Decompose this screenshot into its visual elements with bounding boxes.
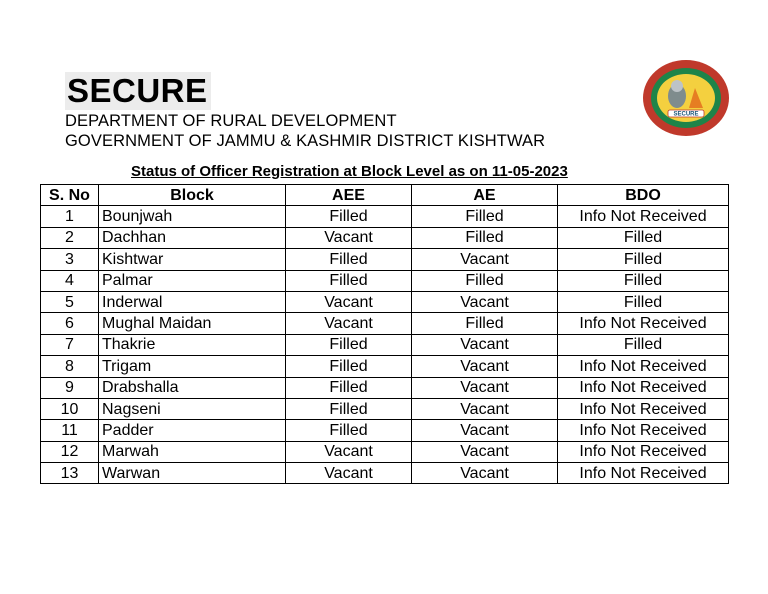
cell-sno: 12 [41, 441, 99, 462]
table-row [41, 356, 729, 377]
cell-aee: Filled [286, 249, 412, 270]
column-header-sno: S. No [41, 185, 99, 206]
cell-ae: Filled [412, 313, 558, 334]
officer-registration-table [40, 184, 729, 484]
department-name: DEPARTMENT OF RURAL DEVELOPMENT [65, 112, 397, 130]
table-body [41, 206, 729, 484]
cell-block: Kishtwar [99, 249, 286, 270]
cell-aee: Vacant [286, 227, 412, 248]
brand-title: SECURE [65, 72, 211, 110]
cell-sno: 10 [41, 398, 99, 419]
cell-block: Padder [99, 420, 286, 441]
cell-bdo: Info Not Received [558, 463, 729, 484]
cell-aee: Filled [286, 206, 412, 227]
cell-ae: Vacant [412, 356, 558, 377]
cell-sno: 13 [41, 463, 99, 484]
cell-bdo: Info Not Received [558, 441, 729, 462]
cell-sno: 4 [41, 270, 99, 291]
cell-bdo: Info Not Received [558, 377, 729, 398]
cell-bdo: Filled [558, 249, 729, 270]
table-row [41, 249, 729, 270]
cell-sno: 5 [41, 291, 99, 312]
cell-aee: Filled [286, 398, 412, 419]
secure-seal-logo [641, 58, 731, 138]
cell-bdo: Filled [558, 334, 729, 355]
column-header-aee: AEE [286, 185, 412, 206]
table-row [41, 463, 729, 484]
column-header-block: Block [99, 185, 286, 206]
cell-aee: Vacant [286, 291, 412, 312]
cell-block: Dachhan [99, 227, 286, 248]
cell-sno: 3 [41, 249, 99, 270]
table-row [41, 377, 729, 398]
cell-block: Marwah [99, 441, 286, 462]
cell-block: Inderwal [99, 291, 286, 312]
cell-aee: Filled [286, 377, 412, 398]
cell-block: Trigam [99, 356, 286, 377]
cell-ae: Vacant [412, 420, 558, 441]
cell-aee: Vacant [286, 313, 412, 334]
cell-aee: Filled [286, 270, 412, 291]
cell-block: Mughal Maidan [99, 313, 286, 334]
table-header-row [41, 185, 729, 206]
cell-block: Drabshalla [99, 377, 286, 398]
cell-block: Warwan [99, 463, 286, 484]
cell-bdo: Info Not Received [558, 356, 729, 377]
document-header [65, 72, 545, 151]
cell-sno: 1 [41, 206, 99, 227]
cell-bdo: Info Not Received [558, 420, 729, 441]
cell-aee: Vacant [286, 463, 412, 484]
cell-bdo: Filled [558, 291, 729, 312]
cell-block: Bounjwah [99, 206, 286, 227]
page-title: Status of Officer Registration at Block Level as on 11-05-2023 [131, 163, 568, 180]
cell-sno: 7 [41, 334, 99, 355]
column-header-ae: AE [412, 185, 558, 206]
cell-ae: Filled [412, 206, 558, 227]
cell-aee: Vacant [286, 441, 412, 462]
cell-ae: Vacant [412, 398, 558, 419]
cell-ae: Vacant [412, 463, 558, 484]
cell-sno: 11 [41, 420, 99, 441]
cell-block: Thakrie [99, 334, 286, 355]
cell-aee: Filled [286, 334, 412, 355]
table-row [41, 420, 729, 441]
cell-bdo: Filled [558, 270, 729, 291]
cell-block: Palmar [99, 270, 286, 291]
cell-aee: Filled [286, 356, 412, 377]
cell-ae: Vacant [412, 291, 558, 312]
cell-sno: 8 [41, 356, 99, 377]
table-row [41, 206, 729, 227]
table-row [41, 313, 729, 334]
column-header-bdo: BDO [558, 185, 729, 206]
cell-ae: Filled [412, 270, 558, 291]
cell-ae: Vacant [412, 377, 558, 398]
cell-bdo: Info Not Received [558, 398, 729, 419]
table-row [41, 334, 729, 355]
cell-sno: 9 [41, 377, 99, 398]
cell-ae: Vacant [412, 441, 558, 462]
table-row [41, 227, 729, 248]
cell-sno: 6 [41, 313, 99, 334]
cell-ae: Filled [412, 227, 558, 248]
cell-bdo: Info Not Received [558, 313, 729, 334]
table-row [41, 270, 729, 291]
table-row [41, 398, 729, 419]
cell-ae: Vacant [412, 334, 558, 355]
cell-bdo: Filled [558, 227, 729, 248]
cell-ae: Vacant [412, 249, 558, 270]
government-name: GOVERNMENT OF JAMMU & KASHMIR DISTRICT KISHTWAR [65, 132, 546, 150]
cell-bdo: Info Not Received [558, 206, 729, 227]
cell-block: Nagseni [99, 398, 286, 419]
table-row [41, 291, 729, 312]
cell-aee: Filled [286, 420, 412, 441]
logo-label: SECURE [673, 111, 699, 118]
cell-sno: 2 [41, 227, 99, 248]
table-row [41, 441, 729, 462]
